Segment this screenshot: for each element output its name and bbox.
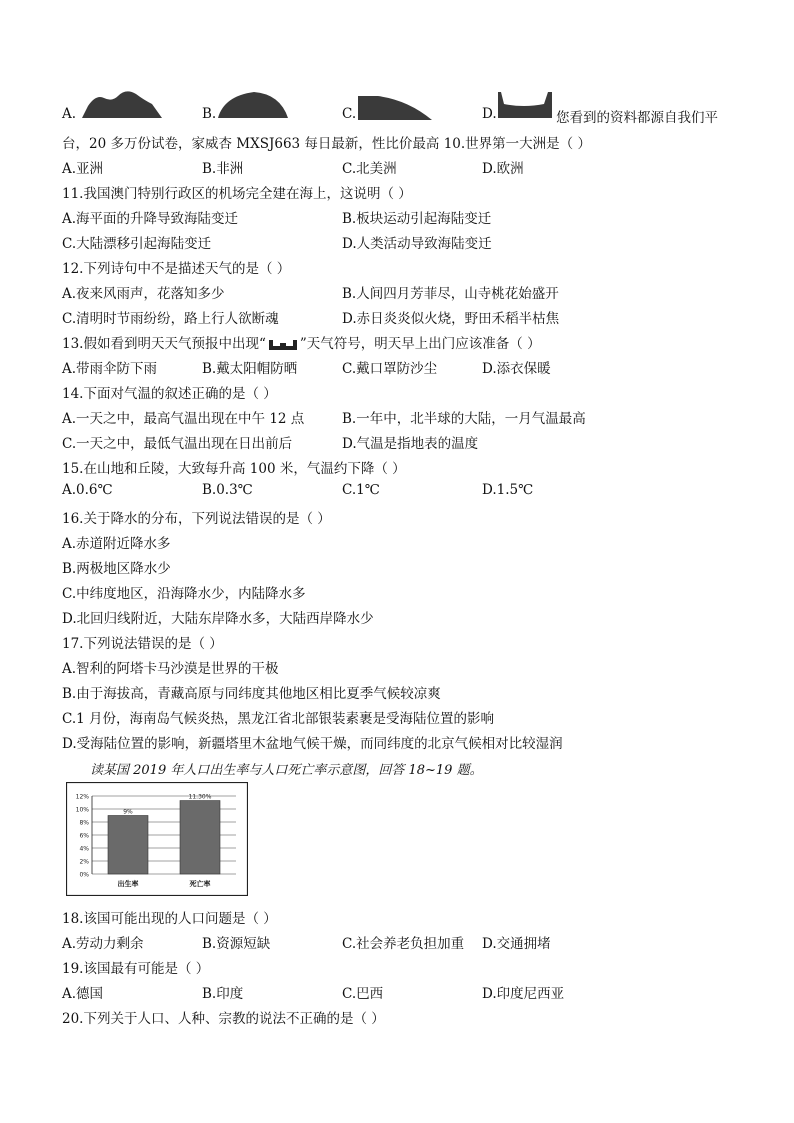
q15-option-b[interactable]: B.0.3℃: [202, 482, 253, 498]
q14-option-c[interactable]: C.一天之中，最低气温出现在日出前后: [62, 436, 293, 452]
y-tick-label: 12%: [75, 793, 89, 801]
q12-stem: 12.下列诗句中不是描述天气的是（ ）: [62, 261, 291, 277]
q12-option-a[interactable]: A.夜来风雨声，花落知多少: [62, 286, 225, 302]
basin-profile-icon: [498, 92, 552, 118]
q16-option-a[interactable]: A.赤道附近降水多: [62, 536, 171, 552]
option-c-label: C.: [342, 106, 357, 122]
q16-option-d[interactable]: D.北回归线附近，大陆东岸降水多，大陆西岸降水少: [62, 611, 374, 627]
q18-option-a[interactable]: A.劳动力剩余: [62, 936, 144, 952]
sandstorm-weather-icon: [268, 339, 298, 351]
q14-option-d[interactable]: D.气温是指地表的温度: [342, 436, 479, 452]
slope-profile-icon: [358, 94, 434, 120]
q13-option-d[interactable]: D.添衣保暖: [482, 361, 551, 377]
q12-option-b[interactable]: B.人间四月芳菲尽，山寺桃花始盛开: [342, 286, 559, 302]
bar-data-label: 11.30%: [188, 793, 212, 801]
q16-option-c[interactable]: C.中纬度地区，沿海降水少，内陆降水多: [62, 586, 306, 602]
bar-birth-rate: [108, 816, 148, 875]
q10-option-c[interactable]: C.北美洲: [342, 161, 397, 177]
option-d-label: D.: [482, 106, 497, 122]
q17-option-b[interactable]: B.由于海拔高，青藏高原与同纬度其他地区相比夏季气候较凉爽: [62, 686, 441, 702]
q10-option-a[interactable]: A.亚洲: [62, 161, 104, 177]
q13-stem-post: ”天气符号，明天早上出门应该准备（ ）: [299, 336, 541, 352]
y-tick-label: 4%: [79, 845, 89, 853]
y-tick-label: 2%: [79, 858, 89, 866]
q11-option-c[interactable]: C.大陆漂移引起海陆变迁: [62, 236, 212, 252]
q18-option-c[interactable]: C.社会养老负担加重: [342, 936, 465, 952]
y-tick-label: 6%: [79, 832, 89, 840]
q12-option-c[interactable]: C.清明时节雨纷纷，路上行人欲断魂: [62, 311, 279, 327]
ad-text-line-2: 台，20 多万份试卷，家威杏 MXSJ663 每日最新，性比价最高 10.世界第一大洲是（ ）: [62, 136, 591, 152]
option-a-label: A.: [62, 106, 77, 122]
q11-stem: 11.我国澳门特别行政区的机场完全建在海上，这说明（ ）: [62, 186, 412, 202]
q16-stem: 16.关于降水的分布，下列说法错误的是（ ）: [62, 511, 331, 527]
q15-option-c[interactable]: C.1℃: [342, 482, 380, 498]
chart-frame: [67, 783, 248, 896]
q10-option-b[interactable]: B.非洲: [202, 161, 244, 177]
q14-option-b[interactable]: B.一年中，北半球的大陆，一月气温最高: [342, 411, 586, 427]
option-b-label: B.: [202, 106, 217, 122]
x-category-label: 出生率: [117, 880, 139, 888]
q17-option-d[interactable]: D.受海陆位置的影响，新疆塔里木盆地气候干燥，而同纬度的北京气候相对比较湿润: [62, 736, 563, 752]
q10-option-d[interactable]: D.欧洲: [482, 161, 524, 177]
ad-text-line-1: 您看到的资料都源自我们平: [556, 110, 718, 126]
q19-option-c[interactable]: C.巴西: [342, 986, 384, 1002]
q13-option-c[interactable]: C.戴口罩防沙尘: [342, 361, 438, 377]
q19-option-a[interactable]: A.德国: [62, 986, 104, 1002]
q16-option-b[interactable]: B.两极地区降水少: [62, 561, 171, 577]
bar-death-rate: [180, 801, 220, 874]
q18-stem: 18.该国可能出现的人口问题是（ ）: [62, 911, 277, 927]
q11-option-b[interactable]: B.板块运动引起海陆变迁: [342, 211, 492, 227]
q19-stem: 19.该国最有可能是（ ）: [62, 961, 210, 977]
figure-caption: 读某国 2019 年人口出生率与人口死亡率示意图，回答 18~19 题。: [90, 763, 483, 778]
y-tick-label: 0%: [79, 871, 89, 879]
x-category-label: 死亡率: [189, 880, 211, 888]
population-rate-chart: [66, 782, 248, 896]
q19-option-d[interactable]: D.印度尼西亚: [482, 986, 565, 1002]
q11-option-d[interactable]: D.人类活动导致海陆变迁: [342, 236, 492, 252]
q13-option-a[interactable]: A.带雨伞防下雨: [62, 361, 158, 377]
q13-stem: [62, 332, 541, 352]
q19-option-b[interactable]: B.印度: [202, 986, 244, 1002]
y-tick-label: 8%: [79, 819, 89, 827]
q13-option-b[interactable]: B.戴太阳帽防晒: [202, 361, 298, 377]
q15-stem: 15.在山地和丘陵，大致每升高 100 米，气温约下降（ ）: [62, 461, 406, 477]
q17-option-c[interactable]: C.1 月份，海南岛气候炎热，黑龙江省北部银装素裹是受海陆位置的影响: [62, 711, 495, 727]
q14-option-a[interactable]: A.一天之中，最高气温出现在中午 12 点: [62, 411, 305, 427]
mountain-profile-icon: [82, 88, 172, 118]
q12-option-d[interactable]: D.赤日炎炎似火烧，野田禾稻半枯焦: [342, 311, 560, 327]
q14-stem: 14.下面对气温的叙述正确的是（ ）: [62, 386, 277, 402]
q18-option-b[interactable]: B.资源短缺: [202, 936, 271, 952]
hill-profile-icon: [218, 90, 290, 118]
y-tick-label: 10%: [75, 806, 89, 814]
q11-option-a[interactable]: A.海平面的升降导致海陆变迁: [62, 211, 239, 227]
q18-option-d[interactable]: D.交通拥堵: [482, 936, 551, 952]
q13-stem-pre: 13.假如看到明天天气预报中出现“: [62, 336, 266, 352]
q15-option-d[interactable]: D.1.5℃: [482, 482, 534, 498]
q17-option-a[interactable]: A.智利的阿塔卡马沙漠是世界的干极: [62, 661, 279, 677]
q15-option-a[interactable]: A.0.6℃: [62, 482, 113, 498]
q20-stem: 20.下列关于人口、人种、宗教的说法不正确的是（ ）: [62, 1011, 385, 1027]
bar-data-label: 9%: [123, 808, 133, 816]
q17-stem: 17.下列说法错误的是（ ）: [62, 636, 223, 652]
